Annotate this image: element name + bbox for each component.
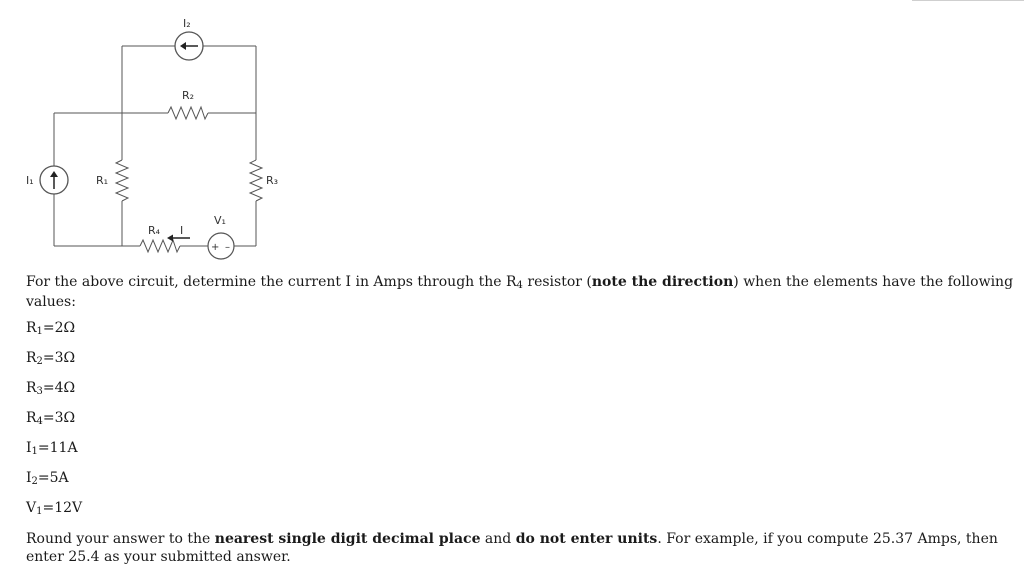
question-text (26, 274, 1021, 566)
value-subscript: 2 (36, 356, 43, 367)
value-symbol: R (26, 350, 37, 366)
r4-zigzag (140, 240, 180, 252)
closing-bold-rounding: nearest single digit decimal place (214, 531, 481, 547)
v1-plus-sign: + (211, 242, 220, 253)
v1-minus-sign: – (225, 242, 230, 253)
value-r1 (26, 320, 1021, 350)
value-symbol: R (26, 320, 37, 336)
value-r4 (26, 410, 1021, 440)
value-subscript: 1 (36, 326, 43, 337)
v1-voltage-source (208, 233, 234, 259)
value-symbol: V (26, 500, 37, 516)
intro-subscript: 4 (516, 280, 523, 291)
value-i2 (26, 470, 1021, 500)
rounding-instructions (26, 530, 1021, 566)
current-i-arrow (167, 235, 190, 242)
closing-part-1: Round your answer to the (26, 531, 215, 547)
value-subscript: 2 (31, 476, 38, 487)
value-subscript: 1 (36, 506, 43, 517)
value-symbol: R (26, 380, 37, 396)
label-r1: R₁ (96, 174, 109, 187)
label-current-i: I (180, 224, 184, 237)
i2-current-source (175, 32, 203, 60)
intro-part-1: For the above circuit, determine the current I in Amps through the R (26, 274, 517, 290)
label-i1: I₁ (26, 174, 34, 187)
label-r4: R₄ (148, 224, 161, 237)
value-amount: =11A (37, 440, 78, 456)
circuit-diagram (0, 0, 300, 262)
label-r3: R₃ (266, 174, 279, 187)
closing-part-2: and (480, 531, 516, 547)
value-amount: =2Ω (42, 320, 76, 336)
r3-zigzag (250, 160, 262, 201)
closing-part-3: . For example, if you compute 25.37 Amps, then enter 25.4 as your submitted answer. (26, 531, 998, 565)
value-v1 (26, 500, 1021, 530)
intro-part-2: resistor ( (522, 274, 592, 290)
value-symbol: R (26, 410, 37, 426)
intro-bold-direction: note the direction (591, 274, 734, 290)
value-list (26, 320, 1021, 530)
value-r3 (26, 380, 1021, 410)
closing-bold-units: do not enter units (515, 531, 658, 547)
value-subscript: 1 (31, 446, 38, 457)
value-subscript: 3 (36, 386, 43, 397)
value-amount: =3Ω (42, 410, 76, 426)
intro-part-3: ) when the elements have the following values: (26, 274, 1014, 310)
r2-zigzag (168, 107, 208, 119)
value-amount: =12V (42, 500, 83, 516)
i1-current-source (40, 166, 68, 194)
question-intro (26, 274, 1021, 311)
value-r2 (26, 350, 1021, 380)
value-symbol: I (26, 440, 32, 456)
label-i2: I₂ (183, 17, 191, 30)
value-i1 (26, 440, 1021, 470)
value-subscript: 4 (36, 416, 43, 427)
label-v1: V₁ (214, 214, 226, 227)
top-divider (912, 0, 1024, 1)
label-r2: R₂ (182, 89, 195, 102)
value-symbol: I (26, 470, 32, 486)
r1-zigzag (116, 160, 128, 201)
value-amount: =4Ω (42, 380, 76, 396)
value-amount: =5A (37, 470, 69, 486)
value-amount: =3Ω (42, 350, 76, 366)
